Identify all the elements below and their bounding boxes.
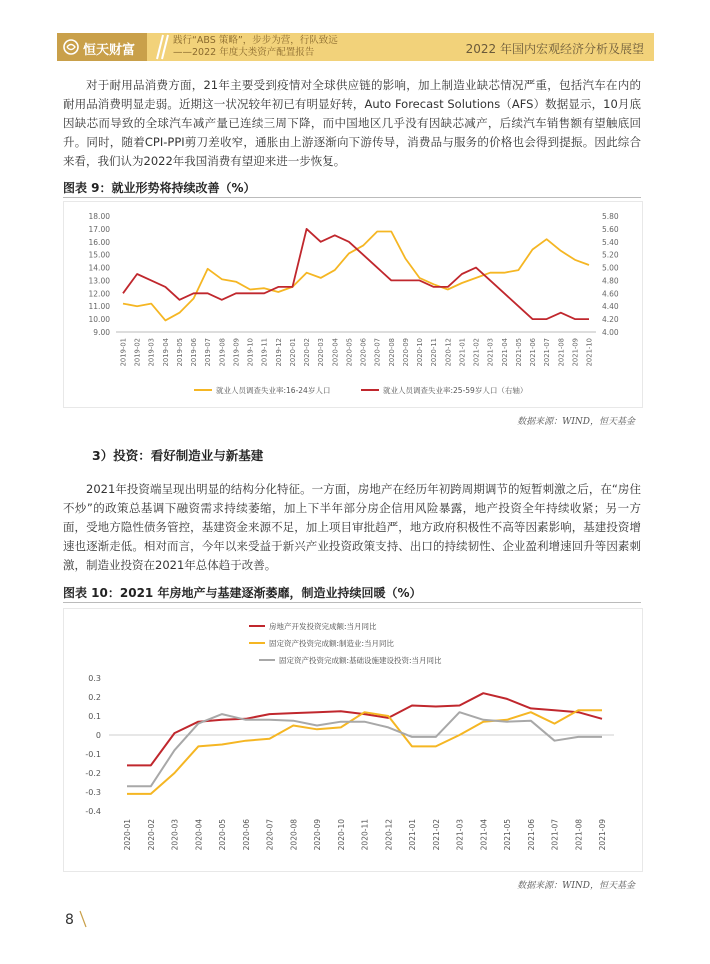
- x-tick-label: 2019-06: [190, 338, 199, 367]
- y-tick-label: 0: [95, 731, 101, 740]
- y-right-tick-label: 4.40: [602, 302, 619, 312]
- x-tick-label: 2020-10: [416, 338, 425, 367]
- paragraph-1-text: 对于耐用品消费方面，21年主要受到疫情对全球供应链的影响，加上制造业缺芯情况严重，包括汽车在内的耐用品消费明显走弱。近期这一状况较年初已有明显好转，Auto Forecast Solutions（AFS）数据显示，10月底因缺芯而导致的全球汽车减产量已连续三周下降，而中国地区几乎没有因缺芯减产，后续汽车销售额有望触底回升。同时，随着CPI-PPI剪刀差收窄，通胀由上游逐渐向下游传导，消费品与服务的价格也会得到提振。因此综合来看，我们认为2022年我国消费有望迎来进一步恢复。: [63, 78, 641, 168]
- x-tick-label: 2019-01: [119, 338, 128, 367]
- x-tick-label: 2021-07: [543, 338, 552, 367]
- x-tick-label: 2020-06: [241, 819, 251, 851]
- page-header: [57, 33, 654, 61]
- x-tick-label: 2020-05: [218, 819, 227, 851]
- x-tick-label: 2021-01: [408, 819, 417, 851]
- x-tick-label: 2020-03: [317, 338, 326, 367]
- x-tick-label: 2019-03: [147, 338, 156, 367]
- y-left-tick-label: 14.00: [88, 263, 110, 273]
- legend-label-3: 固定资产投资完成额:基础设施建设投资:当月同比: [279, 656, 442, 665]
- logo-text: 恒天财富: [83, 43, 136, 58]
- y-right-tick-label: 4.20: [602, 315, 619, 325]
- slogan-line-2: ——2022 年度大类资产配置报告: [173, 47, 315, 58]
- series-line-2: [123, 229, 589, 319]
- y-left-tick-label: 9.00: [93, 328, 110, 337]
- y-right-tick-label: 4.80: [602, 276, 619, 286]
- x-tick-label: 2020-07: [373, 338, 382, 367]
- x-tick-label: 2020-11: [430, 338, 439, 367]
- x-tick-label: 2020-07: [265, 819, 275, 851]
- investment-chart: [64, 609, 642, 871]
- x-tick-label: 2021-02: [472, 338, 481, 367]
- y-tick-label: 0.2: [88, 693, 101, 702]
- x-tick-label: 2019-08: [218, 338, 227, 367]
- x-tick-label: 2020-02: [146, 819, 156, 851]
- x-tick-label: 2020-12: [384, 819, 394, 851]
- y-left-tick-label: 18.00: [88, 212, 110, 221]
- x-tick-label: 2021-07: [550, 819, 560, 851]
- y-left-tick-label: 11.00: [88, 302, 110, 312]
- x-tick-label: 2021-06: [526, 819, 536, 851]
- x-tick-label: 2020-02: [303, 338, 312, 367]
- y-right-tick-label: 5.00: [602, 263, 619, 273]
- x-tick-label: 2019-12: [274, 338, 283, 367]
- logo-icon: [63, 39, 79, 55]
- x-tick-label: 2020-08: [387, 338, 396, 367]
- y-right-tick-label: 5.40: [602, 237, 619, 247]
- x-tick-label: 2020-01: [123, 819, 132, 851]
- x-tick-label: 2021-02: [431, 819, 441, 851]
- consumption-paragraph: [63, 76, 641, 171]
- y-tick-label: -0.1: [85, 750, 101, 759]
- x-tick-label: 2020-03: [170, 819, 180, 851]
- header-slogan: [173, 35, 338, 59]
- x-tick-label: 2020-04: [331, 338, 340, 367]
- x-tick-label: 2021-09: [571, 338, 580, 367]
- y-right-tick-label: 4.00: [602, 328, 619, 337]
- x-tick-label: 2019-10: [246, 338, 255, 367]
- x-tick-label: 2020-01: [288, 338, 297, 367]
- legend-label-1: 房地产开发投资完成额:当月同比: [269, 622, 377, 631]
- x-tick-label: 2021-04: [479, 819, 489, 851]
- figure-10-source: 数据来源：WIND，恒天基金: [517, 881, 635, 891]
- x-tick-label: 2019-09: [232, 338, 241, 367]
- header-divider-icon: [149, 33, 171, 61]
- x-tick-label: 2021-01: [458, 338, 467, 367]
- legend-label-1: 就业人员调查失业率:16-24岁人口: [216, 386, 331, 395]
- page-number-slash-icon: [78, 909, 88, 929]
- report-title: 2022 年国内宏观经济分析及展望: [465, 42, 644, 56]
- employment-chart: [64, 202, 642, 407]
- y-right-tick-label: 5.20: [602, 250, 619, 260]
- investment-paragraph: [63, 480, 641, 575]
- x-tick-label: 2019-05: [175, 338, 184, 367]
- section-3-title: 3）投资：看好制造业与新基建: [92, 448, 264, 463]
- x-tick-label: 2021-05: [514, 338, 523, 367]
- x-tick-label: 2019-11: [260, 338, 269, 367]
- figure-10-rule: [63, 602, 641, 603]
- figure-10-title: 图表 10：2021 年房地产与基建逐渐萎靡，制造业持续回暖（%）: [63, 586, 422, 600]
- y-left-tick-label: 16.00: [88, 237, 110, 247]
- y-left-tick-label: 10.00: [88, 315, 110, 325]
- figure-9-rule: [63, 197, 641, 198]
- x-tick-label: 2021-08: [574, 819, 584, 851]
- x-tick-label: 2019-02: [133, 338, 142, 367]
- figure-10-chart-box: [63, 608, 643, 872]
- slogan-line-1: 践行“ABS 策略”，步步为营，行队致远: [173, 35, 338, 46]
- y-left-tick-label: 13.00: [88, 276, 110, 286]
- x-tick-label: 2021-03: [455, 819, 465, 851]
- x-tick-label: 2019-07: [204, 338, 213, 367]
- x-tick-label: 2021-09: [598, 819, 607, 851]
- x-tick-label: 2020-08: [289, 819, 299, 851]
- x-tick-label: 2021-06: [529, 338, 538, 367]
- paragraph-2-text: 2021年投资端呈现出明显的结构分化特征。一方面，房地产在经历年初跨周期调节的短暂刺激之后，在“房住不炒”的政策总基调下融资需求持续萎缩，加上下半年部分房企信用风险暴露，地产投资全年持续收紧；另一方面，受地方隐性债务管控，基建资金来源不足，加上项目审批趋严，地方政府积极性不高等因素影响，基建投资增速也逐渐走低。相对而言，今年以来受益于新兴产业投资政策支持、出口的持续韧性、企业盈利增速回升等因素刺激，制造业投资在2021年总体趋于改善。: [63, 482, 641, 572]
- x-tick-label: 2020-06: [359, 338, 368, 367]
- y-left-tick-label: 17.00: [88, 224, 110, 234]
- x-tick-label: 2020-12: [444, 338, 453, 367]
- legend-label-2: 固定资产投资完成额:制造业:当月同比: [269, 639, 395, 648]
- y-left-tick-label: 15.00: [88, 250, 110, 260]
- brand-logo: [57, 33, 147, 61]
- y-tick-label: -0.2: [85, 769, 101, 778]
- figure-9-source: 数据来源：WIND，恒天基金: [517, 417, 635, 427]
- x-tick-label: 2021-08: [557, 338, 566, 367]
- page-number: 8: [65, 912, 74, 928]
- x-tick-label: 2021-03: [486, 338, 495, 367]
- y-left-tick-label: 12.00: [88, 289, 110, 299]
- x-tick-label: 2021-05: [503, 819, 512, 851]
- x-tick-label: 2019-04: [161, 338, 170, 367]
- x-tick-label: 2021-10: [585, 338, 594, 367]
- x-tick-label: 2021-04: [500, 338, 509, 367]
- y-right-tick-label: 5.60: [602, 224, 619, 234]
- x-tick-label: 2020-09: [313, 819, 322, 851]
- y-tick-label: -0.3: [85, 788, 101, 797]
- y-tick-label: 0.3: [88, 674, 101, 683]
- y-tick-label: -0.4: [85, 807, 101, 816]
- x-tick-label: 2020-11: [360, 819, 370, 851]
- y-right-tick-label: 5.80: [602, 212, 619, 221]
- x-tick-label: 2020-10: [336, 819, 346, 851]
- x-tick-label: 2020-04: [194, 819, 204, 851]
- x-tick-label: 2020-05: [345, 338, 354, 367]
- figure-9-title: 图表 9：就业形势将持续改善（%）: [63, 181, 256, 195]
- series-line-3: [127, 712, 602, 786]
- y-tick-label: 0.1: [88, 712, 101, 721]
- series-line-1: [127, 693, 602, 765]
- legend-label-2: 就业人员调查失业率:25-59岁人口（右轴）: [383, 386, 528, 395]
- y-right-tick-label: 4.60: [602, 289, 619, 299]
- figure-9-chart-box: [63, 201, 643, 408]
- x-tick-label: 2020-09: [401, 338, 410, 367]
